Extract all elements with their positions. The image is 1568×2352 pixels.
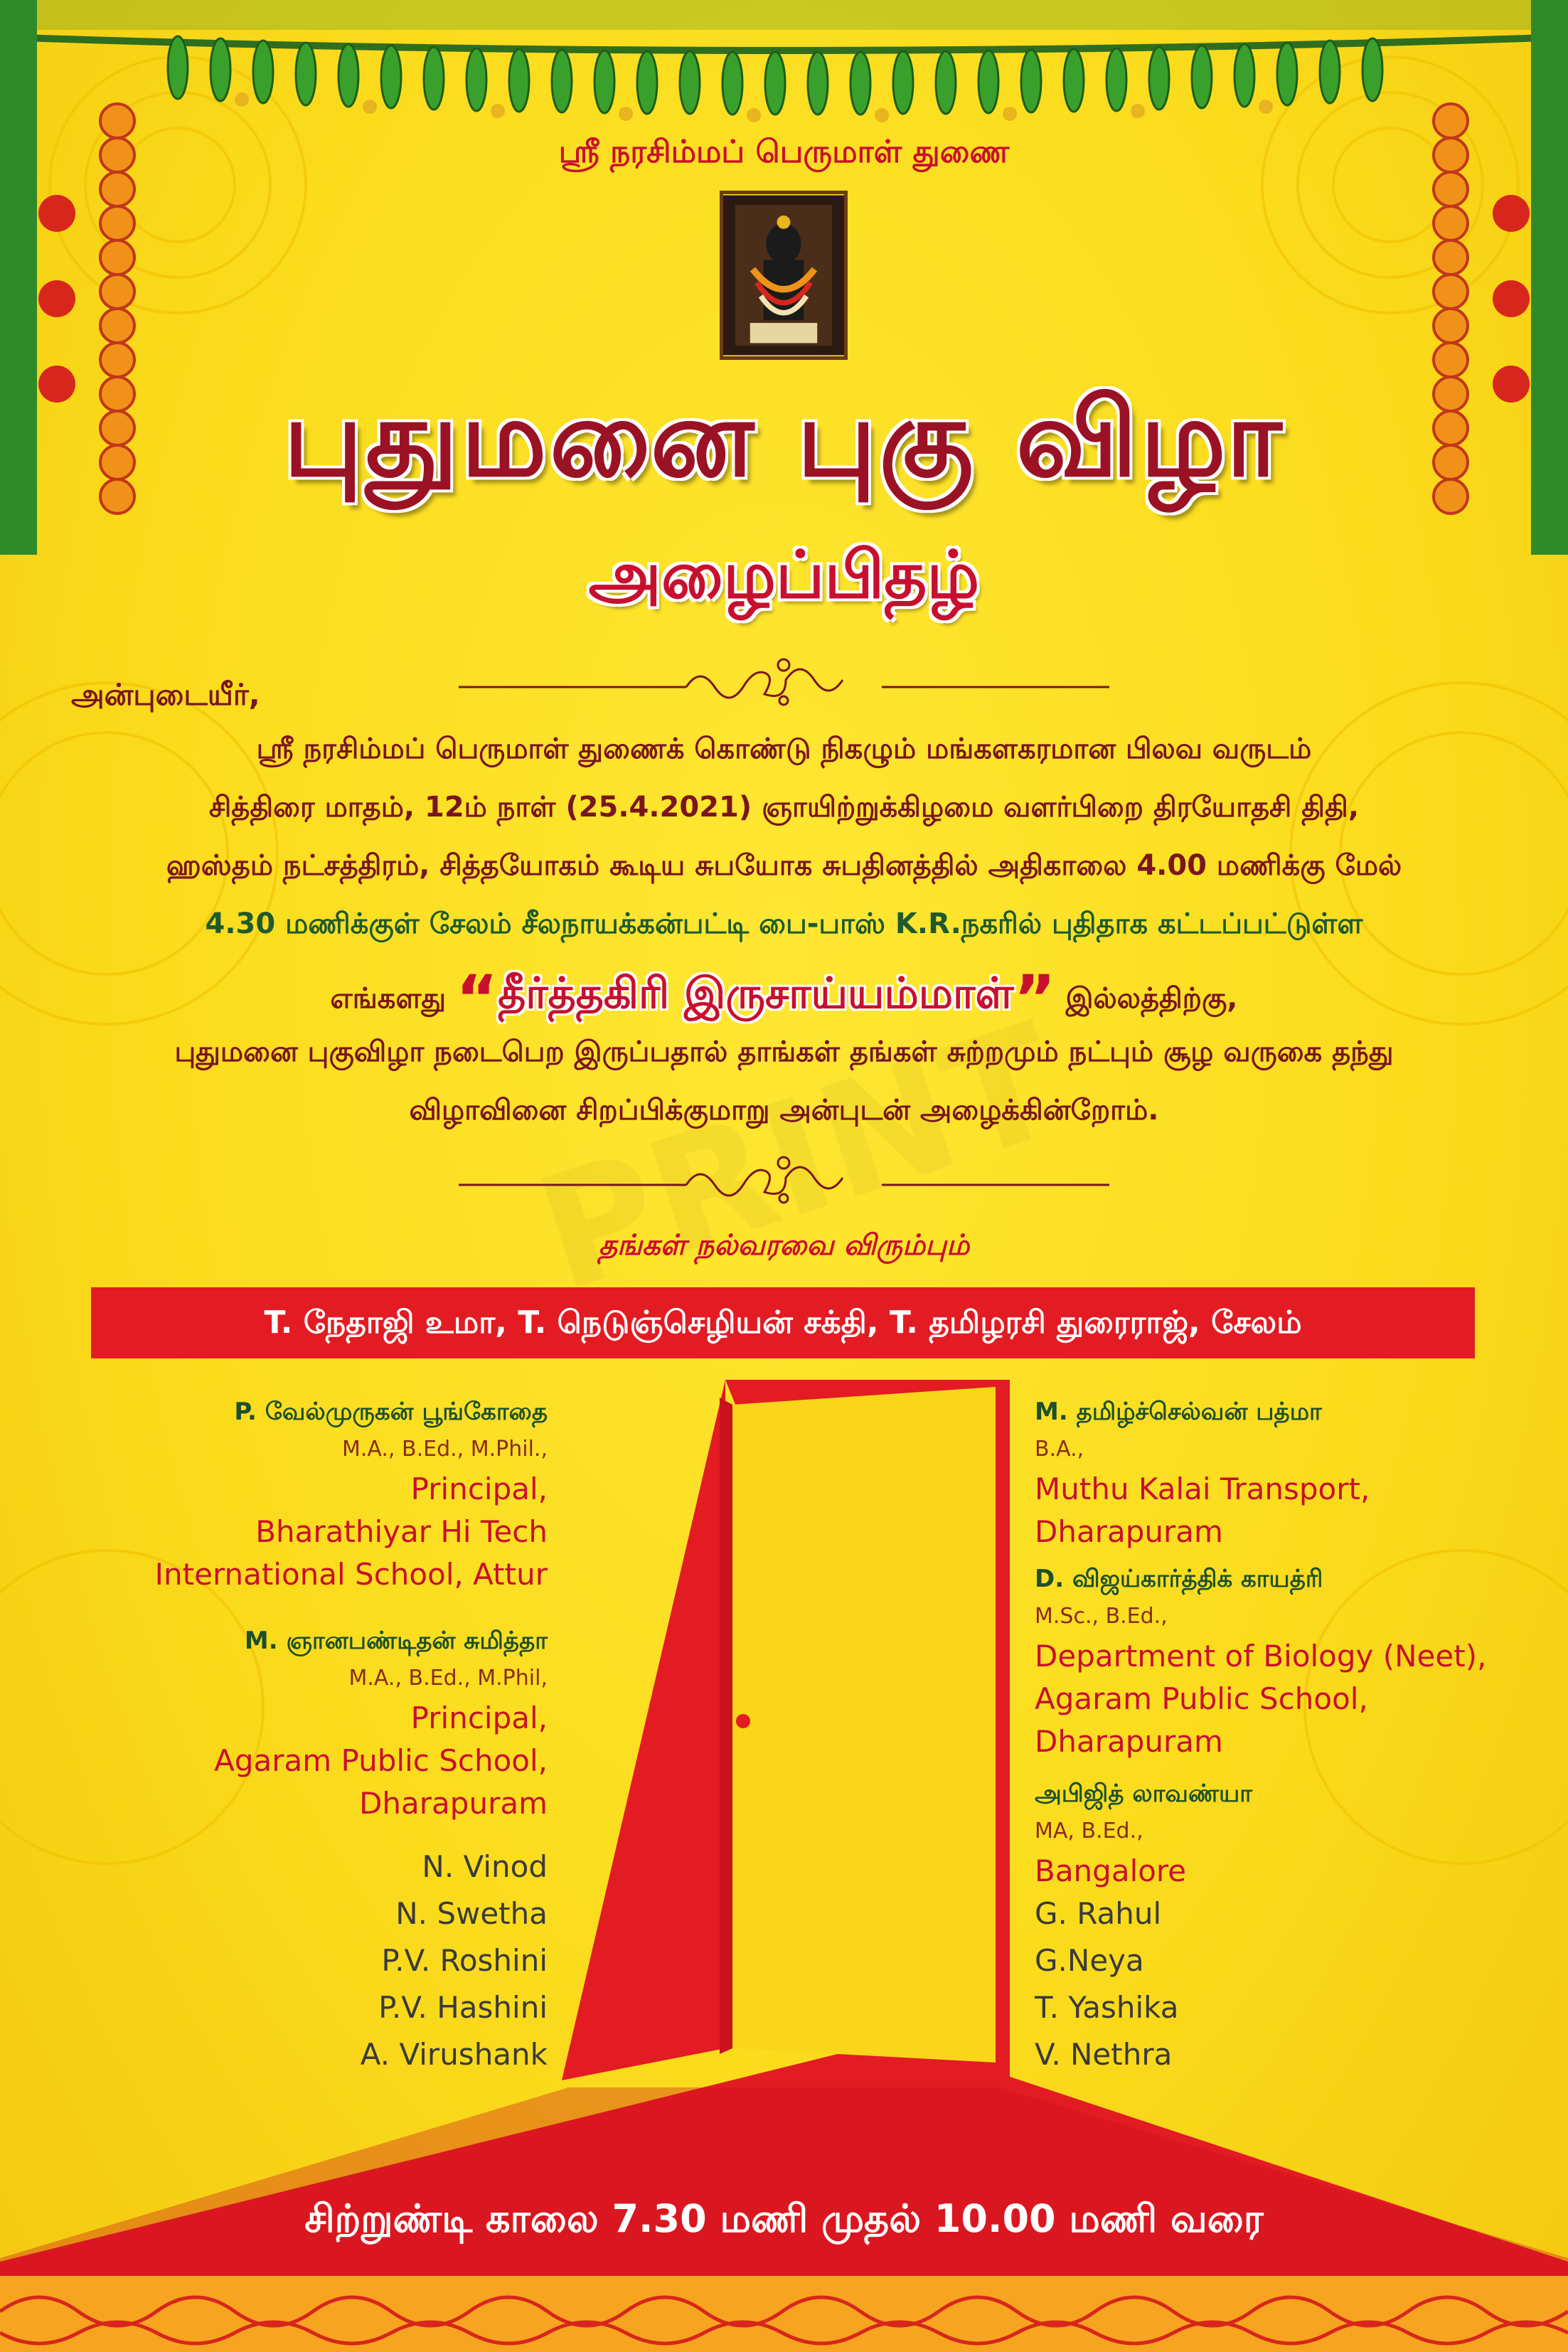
house-name-line (0, 962, 1568, 1036)
institution-line: Bharathiyar Hi Tech (255, 1514, 548, 1549)
house-line-prefix: எங்களது (330, 982, 447, 1015)
institution-line: International School, Attur (154, 1557, 548, 1592)
family-name-right-3: அபிஜித் லாவண்யா (1035, 1779, 1253, 1808)
child-name: G.Neya (1035, 1943, 1144, 1978)
main-title: புதுமனை புகு விழா (283, 377, 1285, 501)
institution-line: Muthu Kalai Transport, (1035, 1472, 1370, 1506)
subtitle: அழைப்பிதழ் (588, 537, 980, 613)
family-name-left-1: P. வேல்முருகன் பூங்கோதை (234, 1398, 548, 1426)
family-name-right-2: D. விஜய்கார்த்திக் காயத்ரி (1035, 1565, 1323, 1593)
qualification-left-2: M.A., B.Ed., M.Phil, (348, 1666, 548, 1691)
institution-line: Dharapuram (1035, 1514, 1223, 1549)
institution-line: Dharapuram (1035, 1724, 1223, 1759)
institution-line: Principal, (410, 1472, 548, 1506)
body-line: சித்திரை மாதம், 12ம் நாள் (25.4.2021) ஞாயிற்றுக்கிழமை வளர்பிறை திரயோதசி திதி, (208, 791, 1360, 824)
house-name: தீர்த்தகிரி இருசாய்யம்மாள் (498, 969, 1014, 1018)
qualification-right-2: M.Sc., B.Ed., (1035, 1604, 1168, 1629)
greeting-line: தங்கள் நல்வரவை விரும்பும் (598, 1229, 970, 1262)
child-name: V. Nethra (1035, 2037, 1173, 2072)
institution-line: Bangalore (1035, 1853, 1187, 1888)
qualification-right-3: MA, B.Ed., (1035, 1819, 1143, 1843)
institution-line: Department of Biology (Neet), (1035, 1639, 1487, 1673)
open-quote: “ (456, 962, 498, 1036)
body-line: ஸ்ரீ நரசிம்மப் பெருமாள் துணைக் கொண்டு நிகழும் மங்களகரமான பிலவ வருடம் (256, 733, 1312, 765)
house-line-suffix: இல்லத்திற்கு, (1065, 982, 1238, 1015)
host-names-banner: T. நேதாஜி உமா, T. நெடுஞ்செழியன் சக்தி, T. தமிழரசி துரைராஜ், சேலம் (91, 1287, 1475, 1358)
child-name: G. Rahul (1035, 1896, 1162, 1931)
body-line: ஹஸ்தம் நட்சத்திரம், சித்தயோகம் கூடிய சுபயோக சுபதினத்தில் அதிகாலை 4.00 மணிக்கு மேல் (166, 849, 1402, 882)
family-name-left-2: M. ஞானபண்டிதன் சுமித்தா (244, 1627, 548, 1655)
qualification-left-1: M.A., B.Ed., M.Phil., (341, 1437, 548, 1462)
institution-line: Agaram Public School, (214, 1743, 548, 1778)
close-quote: ” (1013, 962, 1056, 1036)
child-name: A. Virushank (360, 2037, 548, 2072)
body-line: புதுமனை புகுவிழா நடைபெற இருப்பதால் தாங்கள் தங்கள் சுற்றமும் நட்பும் சூழ வருகை தந்து (174, 1036, 1394, 1068)
salutation: அன்புடையீர், (71, 677, 260, 712)
family-name-right-1: M. தமிழ்ச்செல்வன் பத்மா (1035, 1398, 1322, 1426)
institution-line: Agaram Public School, (1035, 1681, 1368, 1716)
child-name: T. Yashika (1035, 1990, 1179, 2025)
child-name: P.V. Hashini (378, 1990, 548, 2025)
institution-line: Dharapuram (359, 1786, 548, 1821)
child-name: P.V. Roshini (381, 1943, 548, 1978)
qualification-right-1: B.A., (1035, 1437, 1084, 1462)
institution-line: Principal, (410, 1701, 548, 1735)
body-line: 4.30 மணிக்குள் சேலம் சீலநாயக்கன்பட்டி பை-பாஸ் K.R.நகரில் புதிதாக கட்டப்பட்டுள்ள (205, 908, 1363, 940)
breakfast-timing: சிற்றுண்டி காலை 7.30 மணி முதல் 10.00 மணி வரை (304, 2196, 1264, 2241)
invocation-line: ஸ்ரீ நரசிம்மப் பெருமாள் துணை (558, 134, 1010, 170)
child-name: N. Swetha (395, 1896, 548, 1931)
body-line: விழாவினை சிறப்பிக்குமாறு அன்புடன் அழைக்கின்றோம். (409, 1094, 1159, 1127)
child-name: N. Vinod (422, 1849, 548, 1884)
